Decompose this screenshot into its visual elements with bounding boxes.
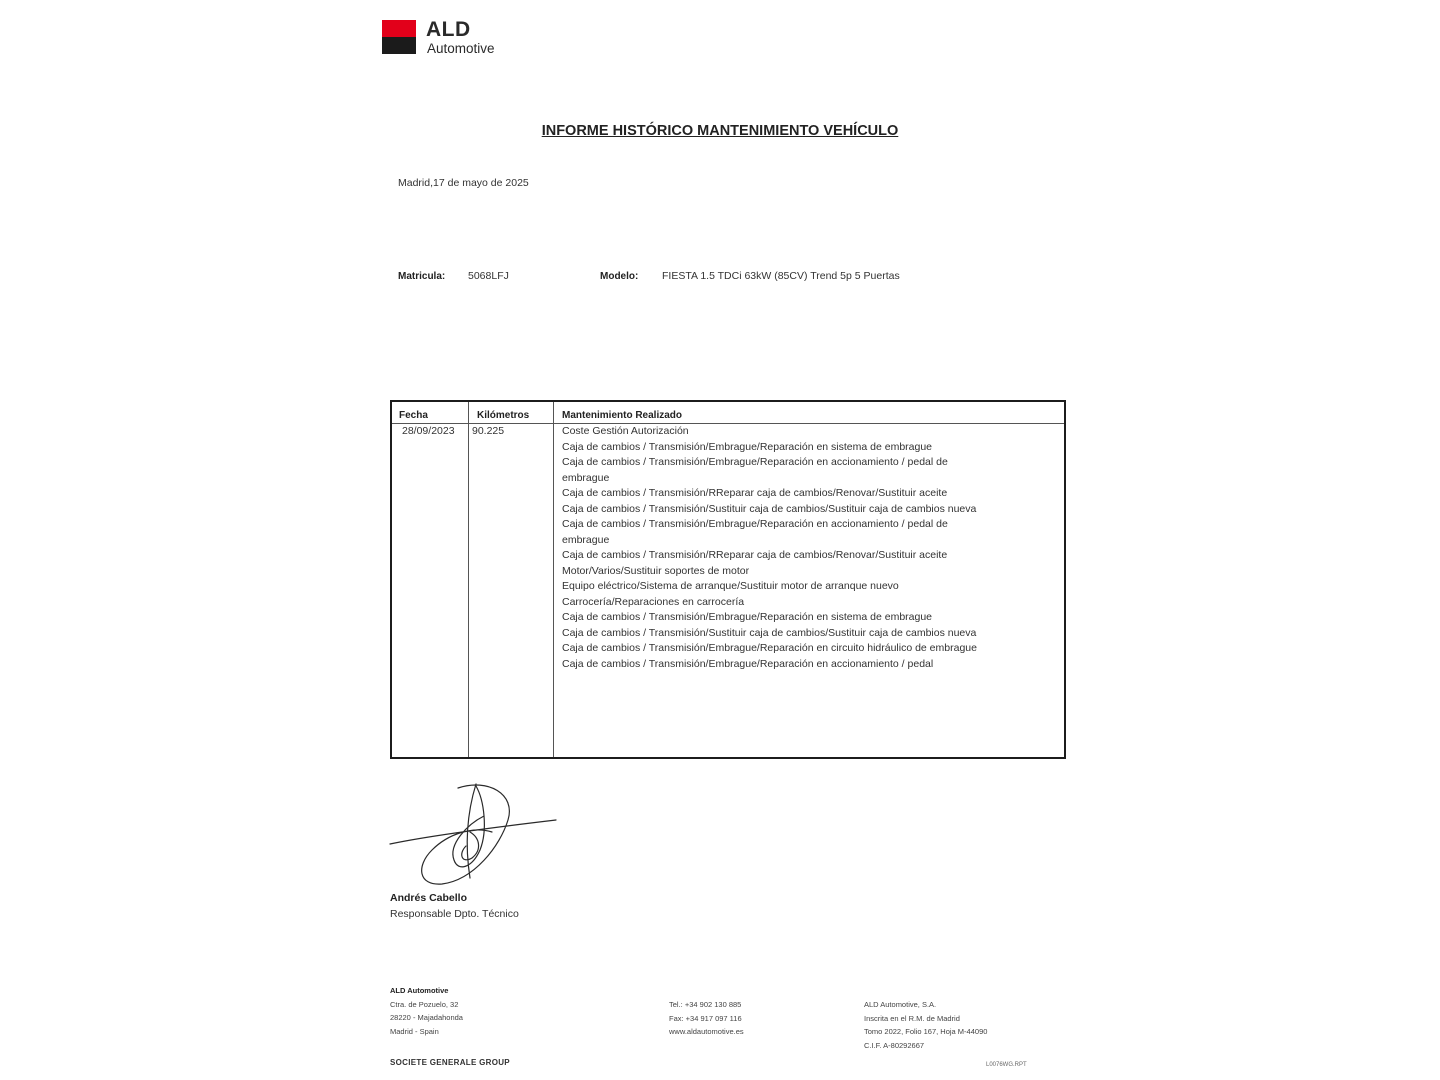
- header-work: Mantenimiento Realizado: [562, 410, 683, 421]
- place-date: Madrid,17 de mayo de 2025: [398, 177, 529, 189]
- footer-tel: Tel.: +34 902 130 885: [669, 1000, 742, 1009]
- list-item: Caja de cambios / Transmisión/Embrague/Reparación en sistema de embrague: [562, 611, 933, 623]
- footer-company: ALD Automotive: [390, 986, 449, 995]
- footer-contact: [669, 998, 744, 1039]
- row-km: 90.225: [472, 425, 505, 437]
- ald-logo-mark: [382, 20, 416, 54]
- list-item: Caja de cambios / Transmisión/Embrague/Reparación en sistema de embrague: [562, 440, 933, 453]
- list-item: Caja de cambios / Transmisión/Sustituir caja de cambios/Sustituir caja de cambios nueva: [562, 502, 977, 515]
- list-item: Carrocería/Reparaciones en carrocería: [562, 595, 745, 608]
- model-label: Modelo:: [600, 271, 639, 282]
- header-date: Fecha: [399, 410, 428, 421]
- footer-legal-line: ALD Automotive, S.A.: [864, 1000, 937, 1009]
- maintenance-table: [390, 400, 1066, 759]
- footer-legal-line: Tomo 2022, Folio 167, Hoja M-44090: [864, 1027, 988, 1036]
- footer-fax: Fax: +34 917 097 116: [669, 1013, 742, 1023]
- signer-role: Responsable Dpto. Técnico: [390, 908, 519, 920]
- list-item: Equipo eléctrico/Sistema de arranque/Sustituir motor de arranque nuevo: [562, 580, 899, 592]
- footer-legal-line: C.I.F. A-80292667: [864, 1040, 925, 1050]
- list-item: Caja de cambios / Transmisión/Embrague/Reparación en circuito hidráulico de embrague: [562, 642, 977, 654]
- list-item: Caja de cambios / Transmisión/Embrague/Reparación en accionamiento / pedal de embrague: [562, 518, 948, 546]
- list-item: Motor/Varios/Sustituir soportes de motor: [562, 564, 750, 577]
- list-item: Coste Gestión Autorización: [562, 425, 689, 437]
- signer-name: Andrés Cabello: [390, 892, 468, 904]
- handwritten-signature: [388, 780, 558, 892]
- list-item: Caja de cambios / Transmisión/RReparar caja de cambios/Renovar/Sustituir aceite: [562, 487, 948, 499]
- logo-text-ald: ALD: [426, 18, 471, 41]
- footer-legal-line: Inscrita en el R.M. de Madrid: [864, 1013, 960, 1023]
- header-km: Kilómetros: [477, 410, 530, 421]
- report-reference: L0076WG.RPT: [986, 1062, 1027, 1068]
- list-item: Caja de cambios / Transmisión/RReparar caja de cambios/Renovar/Sustituir aceite: [562, 549, 948, 561]
- logo-text-automotive: Automotive: [427, 41, 495, 56]
- column-divider: [468, 402, 469, 757]
- footer-web: www.aldautomotive.es: [669, 1027, 744, 1036]
- footer-address-line: Madrid - Spain: [390, 1026, 439, 1036]
- group-name: SOCIETE GENERALE GROUP: [390, 1058, 510, 1067]
- footer-address: [390, 984, 463, 1038]
- plate-value: 5068LFJ: [468, 270, 509, 282]
- footer-address-line: 28220 - Majadahonda: [390, 1013, 463, 1022]
- footer-legal: [864, 998, 987, 1052]
- list-item: Caja de cambios / Transmisión/Embrague/Reparación en accionamiento / pedal: [562, 657, 934, 670]
- list-item: Caja de cambios / Transmisión/Sustituir caja de cambios/Sustituir caja de cambios nueva: [562, 626, 977, 639]
- row-date: 28/09/2023: [402, 425, 455, 437]
- maintenance-items-list: [562, 424, 992, 672]
- column-divider: [553, 402, 554, 757]
- document-title: INFORME HISTÓRICO MANTENIMIENTO VEHÍCULO: [541, 123, 899, 139]
- list-item: Caja de cambios / Transmisión/Embrague/Reparación en accionamiento / pedal de embrague: [562, 456, 948, 484]
- model-value: FIESTA 1.5 TDCi 63kW (85CV) Trend 5p 5 Puertas: [662, 270, 900, 282]
- plate-label: Matricula:: [398, 271, 446, 282]
- footer-address-line: Ctra. de Pozuelo, 32: [390, 999, 459, 1009]
